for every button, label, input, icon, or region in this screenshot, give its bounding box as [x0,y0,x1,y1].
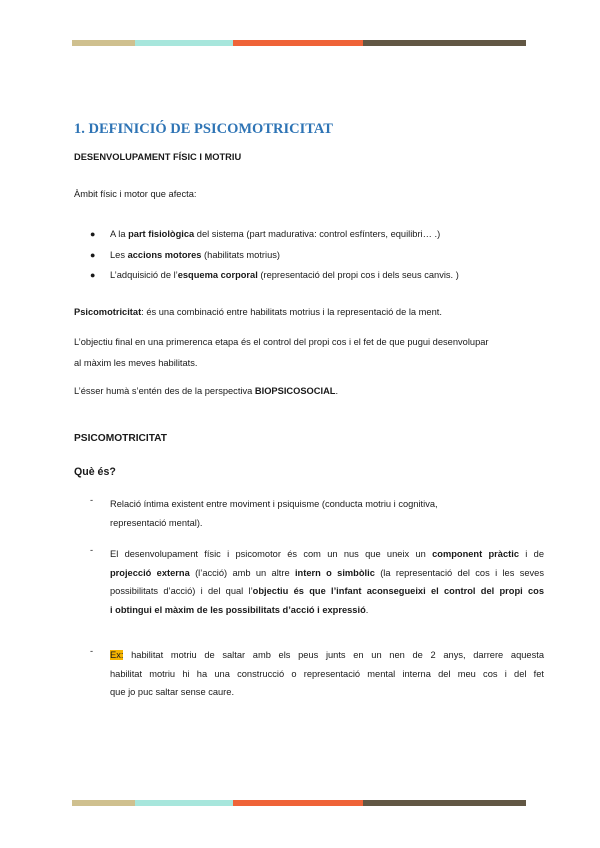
text-line: representació mental). [110,517,203,528]
text-line: Relació íntima existent entre moviment i psiquisme (conducta motriu i cognitiva, [110,499,438,509]
text-line: El desenvolupament físic i psicomotor és com un nus que uneix un component pràctic i de [110,549,545,559]
question-heading: Què és? [74,466,116,478]
bullet-icon: ● [90,270,96,280]
band-segment [135,40,233,46]
page-title: 1. DEFINICIÓ DE PSICOMOTRICITAT [74,121,333,137]
text-line: que jo puc saltar sense caure. [110,687,235,697]
band-segment [363,40,526,46]
band-segment [135,800,233,806]
biopsicosocial-text: L’ésser humà s’entén des de la perspectiva BIOPSICOSOCIAL. [74,386,339,396]
bullet-icon: ● [90,229,96,239]
top-decorative-band [72,40,526,46]
text-line: projecció externa (l’acció) amb un altre intern o simbòlic (la representació del cos i les seves [110,567,544,578]
highlighted-example-label: Ex: [110,650,124,660]
definition-text: Psicomotricitat: és una combinació entre habilitats motrius i la representació de la ment. [74,307,442,317]
list-item: ● Les accions motores (habilitats motrius) [90,250,280,260]
bullet-icon: ● [90,250,96,260]
list-item: ● A la part fisiològica del sistema (part madurativa: control esfínters, equilibri… .) [90,229,441,239]
dash-item-text [110,495,544,532]
text-line: Ex: habilitat motriu de saltar amb els peus junts en un nen de 2 anys, darrere aquesta [110,650,544,660]
band-segment [233,40,363,46]
text-line: habilitat motriu hi ha una construcció o representació mental interna del meu cos i del fet [110,668,544,679]
text-line: possibilitats d’acció) i del qual l’objectiu és que l’infant aconsegueixi el control del propi cos [110,586,545,596]
dash-icon: - [90,646,94,656]
intro-text: Àmbit físic i motor que afecta: [74,189,197,199]
band-segment [363,800,526,806]
page-subtitle: DESENVOLUPAMENT FÍSIC I MOTRIU [74,152,242,162]
bottom-decorative-band [72,800,526,806]
section-heading: PSICOMOTRICITAT [74,433,167,444]
dash-icon: - [90,545,94,555]
dash-item-text [110,646,544,702]
text-line: i obtingui el màxim de les possibilitats d’acció i expressió. [110,604,369,615]
list-item: ● L’adquisició de l’esquema corporal (representació del propi cos i dels seus canvis. ) [90,270,459,280]
objective-line-1: L’objectiu final en una primerenca etapa és el control del propi cos i el fet de que pugui desenvolupar [74,337,489,347]
dash-icon: - [90,495,94,505]
band-segment [72,800,135,806]
dash-item-text [110,545,544,619]
band-segment [72,40,135,46]
band-segment [233,800,363,806]
objective-line-2: al màxim les meves habilitats. [74,358,198,368]
